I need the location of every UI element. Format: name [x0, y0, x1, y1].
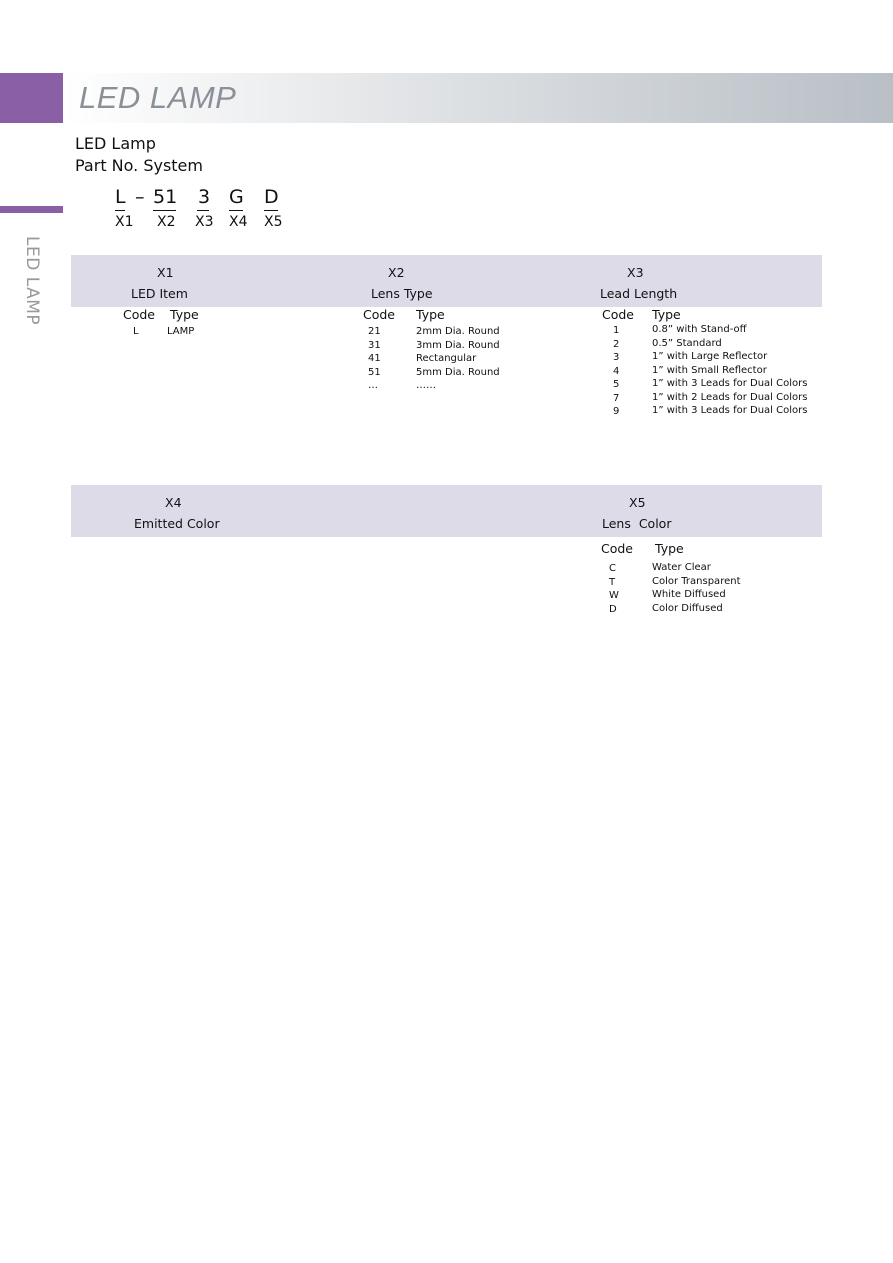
table-cell-code: 4: [613, 365, 620, 377]
pn-underline: [115, 210, 125, 211]
table-cell-code: 1: [613, 325, 620, 336]
table-cell-type: Color Transparent: [652, 575, 741, 587]
table-cell-type: 1” with Large Reflector: [652, 351, 768, 362]
pn-segment-value: 3: [198, 186, 211, 208]
table-cell-code: …: [368, 380, 378, 391]
pn-segment-value: D: [264, 186, 279, 208]
pn-segment-label: X5: [264, 214, 283, 230]
table-cell-type: Water Clear: [652, 562, 711, 573]
col-header-code: Code: [123, 307, 156, 322]
pn-segment-label: X3: [195, 214, 214, 230]
table-cell-code: 31: [368, 339, 381, 351]
table-cell-code: T: [609, 576, 616, 588]
table-cell-type: Rectangular: [416, 353, 477, 364]
x1-id: X1: [157, 265, 174, 280]
col-header-code: Code: [363, 307, 396, 322]
x2-id: X2: [388, 265, 405, 280]
table-cell-code: 5: [613, 379, 620, 390]
intro-line-2: Part No. System: [75, 156, 203, 175]
x3-title: Lead Length: [600, 286, 678, 301]
table-cell-type: ……: [416, 380, 436, 391]
table-cell-type: 1” with Small Reflector: [652, 364, 767, 376]
pn-segment-label: X2: [157, 214, 176, 230]
pn-segment-value: L: [115, 186, 126, 208]
table-cell-type: 3mm Dia. Round: [416, 339, 500, 351]
table-cell-code: 51: [368, 366, 381, 378]
col-header-type: Type: [655, 541, 684, 556]
table-cell-type: Color Diffused: [652, 602, 723, 614]
side-section-label: LED LAMP: [22, 236, 42, 326]
x4-id: X4: [165, 495, 182, 510]
side-accent-bar: [0, 206, 63, 213]
pn-segment-value: G: [229, 186, 244, 208]
col-header-type: Type: [416, 307, 445, 322]
table-cell-code: 3: [613, 352, 620, 363]
pn-segment-value: 51: [153, 186, 178, 208]
x2-title: Lens Type: [371, 286, 433, 301]
table-cell-code: 2: [613, 338, 620, 350]
col-header-code: Code: [602, 307, 635, 322]
intro-line-1: LED Lamp: [75, 134, 156, 153]
header-accent-block: [0, 73, 63, 123]
x4-title: Emitted Color: [134, 516, 220, 531]
x5-id: X5: [629, 495, 646, 510]
table-cell-type: 5mm Dia. Round: [416, 366, 500, 378]
table-cell-type: 0.8” with Stand-off: [652, 324, 747, 335]
page-title: LED LAMP: [79, 80, 237, 115]
col-header-code: Code: [601, 541, 634, 556]
table-cell-type: 0.5” Standard: [652, 337, 722, 349]
table-cell-code: 9: [613, 406, 620, 417]
pn-dash: –: [135, 186, 145, 208]
table-cell-code: 41: [368, 353, 381, 364]
pn-segment-label: X4: [229, 214, 248, 230]
table-cell-type: White Diffused: [652, 589, 726, 600]
pn-segment-label: X1: [115, 214, 134, 230]
table-cell-type: 2mm Dia. Round: [416, 326, 500, 337]
table-cell-code: C: [609, 563, 616, 574]
table-cell-code: W: [609, 590, 619, 601]
pn-underline: [229, 210, 243, 211]
table-cell-type: 1” with 2 Leads for Dual Colors: [652, 391, 808, 403]
x5-title: Lens Color: [602, 516, 672, 531]
table-cell-code: 21: [368, 326, 381, 337]
table-cell-code: D: [609, 603, 617, 615]
pn-underline: [197, 210, 209, 211]
x1-title: LED Item: [131, 286, 188, 301]
table-cell-type: 1” with 3 Leads for Dual Colors: [652, 405, 808, 416]
col-header-type: Type: [652, 307, 681, 322]
table-cell-type: LAMP: [167, 326, 195, 337]
pn-underline: [264, 210, 278, 211]
table-cell-type: 1” with 3 Leads for Dual Colors: [652, 378, 808, 389]
table-cell-code: L: [133, 326, 139, 337]
pn-underline: [153, 210, 176, 211]
x3-id: X3: [627, 265, 644, 280]
table-cell-code: 7: [613, 392, 620, 404]
col-header-type: Type: [170, 307, 199, 322]
